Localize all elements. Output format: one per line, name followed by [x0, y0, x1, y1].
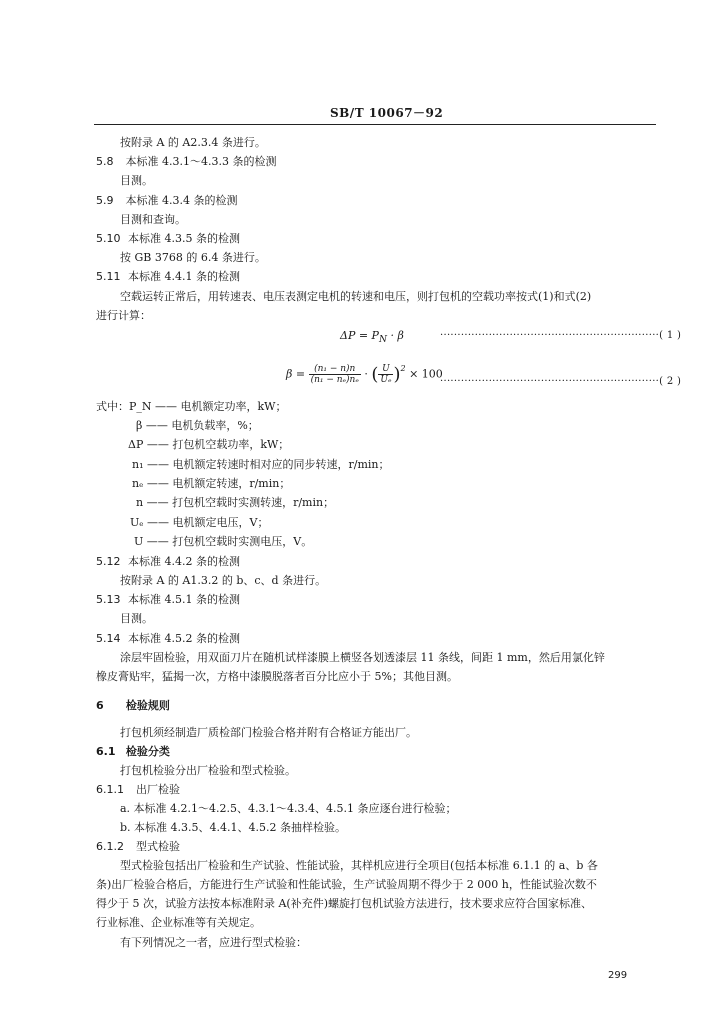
text-line: 进行计算：	[96, 309, 151, 322]
section-title: 本标准 4.5.1 条的检测	[128, 593, 240, 606]
standard-code-header: SB/T 10067－92	[330, 106, 444, 120]
text-line: 按 GB 3768 的 6.4 条进行。	[120, 251, 266, 264]
section-5-10	[96, 232, 240, 246]
section-number: 6.1.2	[96, 840, 124, 853]
definitions-intro: 式中：P_N —— 电机额定功率，kW；	[96, 400, 287, 413]
section-6-1-heading	[96, 745, 170, 759]
fraction-denominator: Uₑ	[380, 375, 392, 385]
section-6-heading	[96, 699, 170, 713]
fraction-numerator: (n₁ − n)n	[309, 364, 361, 375]
text-line: 目测和查询。	[120, 213, 186, 226]
section-title: 本标准 4.4.1 条的检测	[128, 270, 240, 283]
section-number: 5.8	[96, 155, 114, 168]
section-5-9	[96, 194, 237, 208]
fraction-numerator: U	[378, 364, 393, 375]
section-5-8	[96, 155, 276, 169]
definition-item: U —— 打包机空载时实测电压，V。	[134, 535, 313, 548]
section-5-11	[96, 270, 240, 284]
text-line: 空载运转正常后，用转速表、电压表测定电机的转速和电压，则打包机的空载功率按式(1)和式(2)	[120, 290, 592, 303]
section-number: 5.11	[96, 270, 121, 283]
section-title: 本标准 4.3.5 条的检测	[128, 232, 240, 245]
text-line: 型式检验包括出厂检验和生产试验、性能试验，其样机应进行全项目(包括本标准 6.1.1 的 a、b 各	[120, 859, 598, 872]
definition-item: Uₑ —— 电机额定电压，V；	[130, 516, 269, 529]
text-line: 得少于 5 次，试验方法按本标准附录 A(补充件)螺旋打包机试验方法进行，技术要求应符合国家标准、	[96, 897, 593, 910]
header-rule	[94, 124, 656, 125]
fraction-denominator: (n₁ − nₑ)nₑ	[310, 375, 359, 385]
section-5-13	[96, 593, 240, 607]
section-number: 6.1.1	[96, 783, 124, 796]
section-title: 检验分类	[125, 745, 170, 758]
text-line: 橡皮膏贴牢，猛揭一次，方格中漆膜脱落者百分比应小于 5%；其他目测。	[96, 670, 458, 683]
formula-2: β = $\frac{\text{(n₁ − n)n}}{\text{(n₁ − nₑ)nₑ}}$ · ( $\frac{U}{\text{Uₑ}}$ )$^2$ × 100	[286, 364, 443, 385]
formula-2-dots: ·······························································( 2 )	[440, 376, 682, 387]
section-number: 5.12	[96, 555, 121, 568]
section-6-1-2-heading	[96, 840, 180, 854]
formula-1	[340, 329, 404, 345]
formula-1-dots: ·······························································( 1 )	[440, 330, 682, 341]
paren-left-icon: (	[371, 364, 379, 385]
section-number: 5.9	[96, 194, 114, 207]
section-number: 5.10	[96, 232, 121, 245]
section-title: 本标准 4.5.2 条的检测	[128, 632, 240, 645]
section-title: 本标准 4.3.1～4.3.3 条的检测	[125, 155, 277, 168]
section-title: 本标准 4.3.4 条的检测	[125, 194, 238, 207]
text-line: 有下列情况之一者，应进行型式检验：	[120, 936, 307, 949]
text-line: 目测。	[120, 174, 153, 187]
section-title: 检验规则	[125, 699, 170, 712]
text-line: 打包机须经制造厂质检部门检验合格并附有合格证方能出厂。	[120, 726, 417, 739]
page-number: 299	[608, 970, 628, 981]
formula-tail: × 100	[405, 367, 443, 381]
text-line: 条)出厂检验合格后，方能进行生产试验和性能试验，生产试验周期不得少于 2 000 h，性能试验次数不	[96, 878, 597, 891]
definition-item: nₑ —— 电机额定转速，r/min；	[132, 477, 291, 490]
formula-rhs: · β	[386, 329, 404, 342]
definition-item: ΔP —— 打包机空载功率，kW；	[128, 438, 290, 451]
text-line: 打包机检验分出厂检验和型式检验。	[120, 764, 296, 777]
section-number: 5.13	[96, 593, 121, 606]
text-line: 行业标准、企业标准等有关规定。	[96, 916, 261, 929]
formula-lhs: ΔP = P	[340, 329, 379, 342]
list-item: a. 本标准 4.2.1～4.2.5、4.3.1～4.3.4、4.5.1 条应逐台进行检验；	[120, 802, 457, 815]
section-title: 型式检验	[136, 840, 180, 853]
definition-item: P_N —— 电机额定功率，kW；	[129, 400, 287, 413]
section-number: 6.1	[96, 745, 116, 758]
section-number: 6	[96, 699, 104, 712]
text-line: 按附录 A 的 A1.3.2 的 b、c、d 条进行。	[120, 574, 327, 587]
section-5-14	[96, 632, 240, 646]
definition-item: n —— 打包机空载时实测转速，r/min；	[136, 496, 335, 509]
text-line: 涂层牢固检验，用双面刀片在随机试样漆膜上横竖各划透漆层 11 条线，间距 1 mm，然后用氯化锌	[120, 651, 605, 664]
definition-item: β —— 电机负载率，%；	[136, 419, 259, 432]
fraction-2	[378, 364, 393, 385]
list-item: b. 本标准 4.3.5、4.4.1、4.5.2 条抽样检验。	[120, 821, 346, 834]
section-title: 本标准 4.4.2 条的检测	[128, 555, 240, 568]
section-6-1-1-heading	[96, 783, 180, 797]
section-5-12	[96, 555, 240, 569]
section-title: 出厂检验	[136, 783, 180, 796]
section-number: 5.14	[96, 632, 121, 645]
definition-item: n₁ —— 电机额定转速时相对应的同步转速，r/min；	[132, 458, 390, 471]
formula-lhs: β =	[286, 367, 309, 381]
formula-subscript: N	[378, 334, 387, 346]
text-line: 目测。	[120, 612, 153, 625]
paren-right-icon: )	[393, 364, 401, 385]
fraction-1	[309, 364, 361, 385]
formula-exponent: 2	[400, 364, 406, 373]
text-line: 按附录 A 的 A2.3.4 条进行。	[120, 136, 266, 149]
